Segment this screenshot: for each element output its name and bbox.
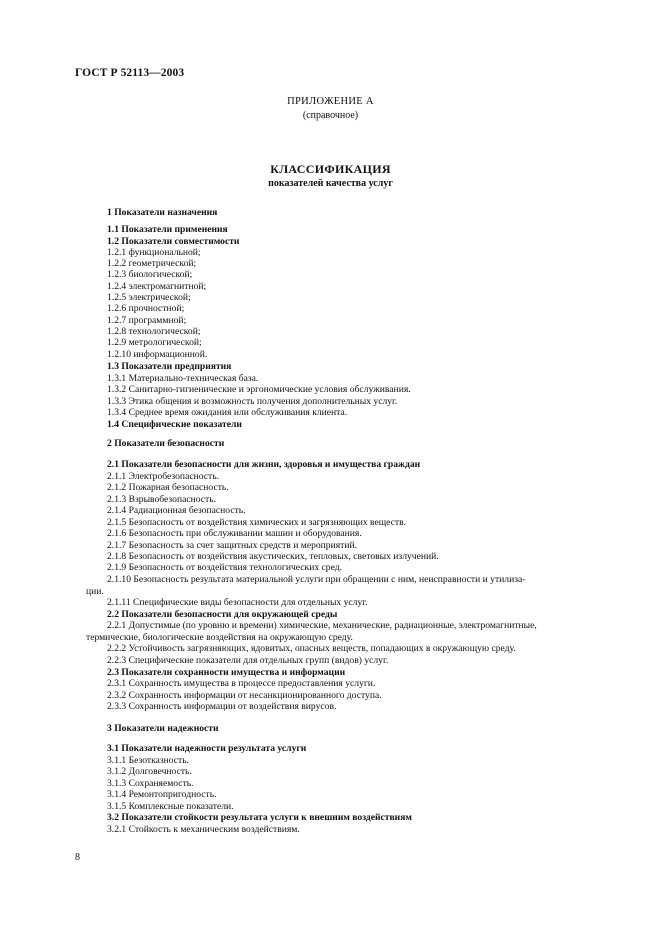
section-heading: 1.1 Показатели применения bbox=[107, 224, 228, 235]
list-item: 2.1.11 Специфические виды безопасности для отдельных услуг. bbox=[107, 597, 368, 608]
list-item: термические, биологические воздействия на окружающую среду. bbox=[86, 632, 353, 643]
list-item: 3.1.3 Сохраняемость. bbox=[107, 778, 194, 789]
list-item: 1.2.4 электромагнитной; bbox=[107, 281, 207, 292]
list-item: 1.2.2 геометрической; bbox=[107, 258, 197, 269]
list-item: 2.1.8 Безопасность от воздействия акустических, тепловых, световых излучений. bbox=[107, 551, 439, 562]
section-heading: 1.3 Показатели предприятия bbox=[107, 361, 232, 372]
section-heading: 3.2 Показатели стойкости результата услуги к внешним воздействиям bbox=[107, 812, 412, 823]
classification-title: КЛАССИФИКАЦИЯ bbox=[270, 162, 391, 176]
list-item: 1.2.9 метрологической; bbox=[107, 337, 202, 348]
list-item: 1.3.4 Среднее время ожидания или обслуживания клиента. bbox=[107, 407, 348, 418]
list-item: 2.1.1 Электробезопасность. bbox=[107, 471, 219, 482]
list-item: 2.2.3 Специфические показатели для отдельных групп (видов) услуг. bbox=[107, 655, 389, 666]
list-item: 2.1.4 Радиационная безопасность. bbox=[107, 505, 246, 516]
appendix-subtitle: (справочное) bbox=[302, 110, 359, 121]
section-heading: 1.4 Специфические показатели bbox=[107, 419, 242, 430]
list-item: 3.1.1 Безотказность. bbox=[107, 755, 190, 766]
list-item: 1.2.5 электрической; bbox=[107, 292, 191, 303]
classification-subtitle: показателей качества услуг bbox=[268, 178, 393, 189]
section-heading: 1 Показатели назначения bbox=[107, 207, 218, 218]
list-item: 2.3.1 Сохранность имущества в процессе предоставления услуги. bbox=[107, 678, 376, 689]
list-item: 2.1.3 Взрывобезопасность. bbox=[107, 494, 216, 505]
list-item: 2.1.9 Безопасность от воздействия технологических сред. bbox=[107, 562, 342, 573]
list-item: 2.1.2 Пожарная безопасность. bbox=[107, 482, 229, 493]
page-number: 8 bbox=[75, 852, 80, 863]
appendix-title: ПРИЛОЖЕНИЕ А bbox=[287, 96, 374, 107]
list-item: 2.2.2 Устойчивость загрязняющих, ядовитых, опасных веществ, попадающих в окружающую среду. bbox=[107, 643, 516, 654]
list-item: 2.3.2 Сохранность информации от несанкционированного доступа. bbox=[107, 690, 382, 701]
list-item: 2.3.3 Сохранность информации от воздействия вирусов. bbox=[107, 701, 337, 712]
list-item: 2.1.7 Безопасность за счет защитных средств и мероприятий. bbox=[107, 540, 358, 551]
section-heading: 2 Показатели безопасности bbox=[107, 438, 225, 449]
standard-code: ГОСТ Р 52113—2003 bbox=[75, 67, 185, 79]
list-item: 2.1.10 Безопасность результата материальной услуги при обращении с ним, неисправности и утилиза- bbox=[107, 574, 526, 585]
list-item: 1.2.10 информационной. bbox=[107, 349, 208, 360]
section-heading: 3.1 Показатели надежности результата услуги bbox=[107, 743, 307, 754]
list-item: 1.2.3 биологической; bbox=[107, 269, 193, 280]
list-item: 3.1.4 Ремонтопригодность. bbox=[107, 789, 217, 800]
list-item: 1.2.6 прочностной; bbox=[107, 303, 185, 314]
section-heading: 2.3 Показатели сохранности имущества и информации bbox=[107, 667, 346, 678]
section-heading: 2.2 Показатели безопасности для окружающей среды bbox=[107, 609, 338, 620]
list-item: 2.2.1 Допустимые (по уровню и времени) химические, механические, радиационные, электромагнитные, bbox=[107, 620, 537, 631]
list-item: 1.2.8 технологической; bbox=[107, 326, 201, 337]
list-item: ции. bbox=[86, 586, 104, 597]
section-heading: 2.1 Показатели безопасности для жизни, здоровья и имущества граждан bbox=[107, 459, 421, 470]
list-item: 3.1.5 Комплексные показатели. bbox=[107, 801, 234, 812]
list-item: 1.3.1 Материально-техническая база. bbox=[107, 373, 259, 384]
list-item: 1.3.3 Этика общения и возможность получения дополнительных услуг. bbox=[107, 396, 398, 407]
list-item: 2.1.6 Безопасность при обслуживании машин и оборудования. bbox=[107, 528, 362, 539]
section-heading: 1.2 Показатели совместимости bbox=[107, 236, 240, 247]
list-item: 1.2.7 программной; bbox=[107, 315, 187, 326]
list-item: 3.2.1 Стойкость к механическим воздействиям. bbox=[107, 824, 300, 835]
list-item: 1.2.1 функциональной; bbox=[107, 247, 201, 258]
list-item: 2.1.5 Безопасность от воздействия химических и загрязняющих веществ. bbox=[107, 517, 407, 528]
list-item: 1.3.2 Санитарно-гигиенические и эргономические условия обслуживания. bbox=[107, 384, 411, 395]
list-item: 3.1.2 Долговечность. bbox=[107, 766, 192, 777]
section-heading: 3 Показатели надежности bbox=[107, 723, 219, 734]
